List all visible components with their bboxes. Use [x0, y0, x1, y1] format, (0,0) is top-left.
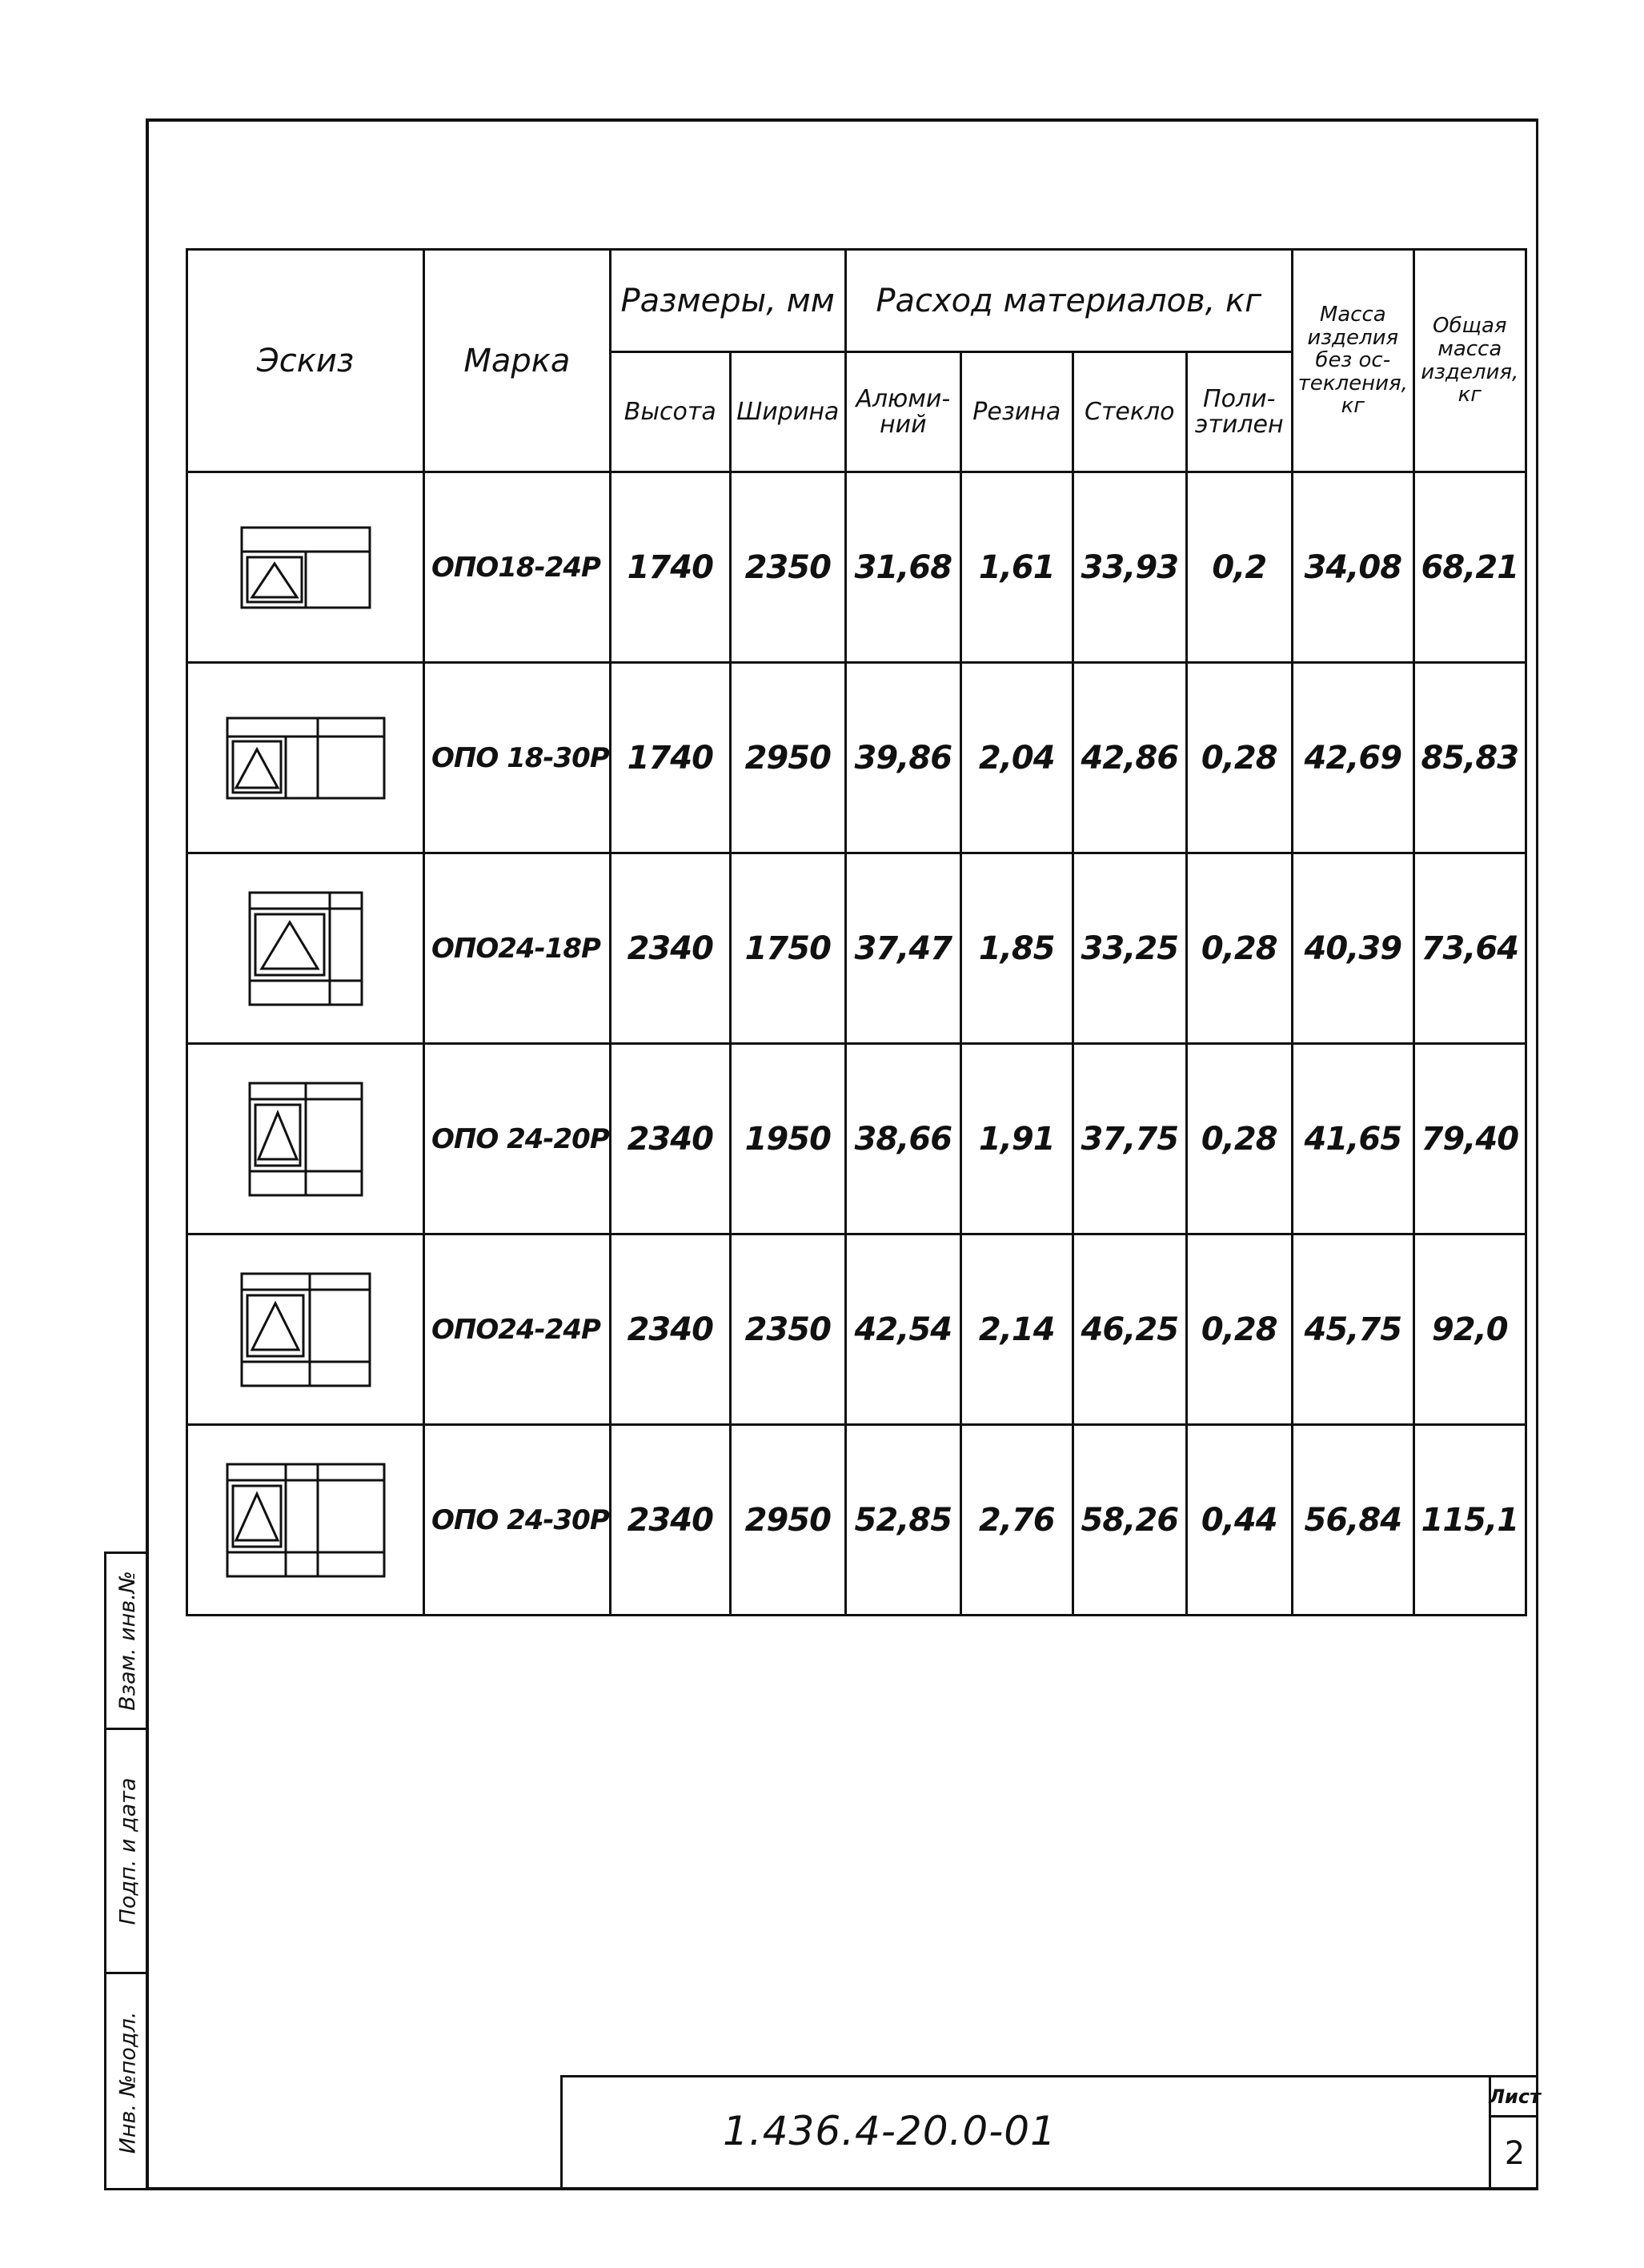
sketch-cell: [187, 853, 424, 1044]
mark-cell: ОПО18-24Р: [424, 472, 611, 663]
rubber-cell: 2,14: [960, 1234, 1073, 1425]
header-dimensions: Размеры, мм: [610, 250, 845, 352]
header-aluminum: Алюми-ний: [845, 352, 960, 472]
title-block: [560, 2075, 1541, 2190]
polyethylene-cell: 0,28: [1186, 853, 1292, 1044]
stamp-interchange-label: Взам. инв.№: [115, 1571, 140, 1711]
sketch-cell: [187, 1234, 424, 1425]
mark-cell: ОПО 24-30Р: [424, 1425, 611, 1616]
total-mass-cell: 79,40: [1413, 1044, 1526, 1234]
glass-cell: 37,75: [1073, 1044, 1186, 1234]
header-materials: Расход материалов, кг: [845, 250, 1292, 352]
mark-cell: ОПО24-18Р: [424, 853, 611, 1044]
polyethylene-cell: 0,44: [1186, 1425, 1292, 1616]
polyethylene-cell: 0,28: [1186, 663, 1292, 853]
mass-no-glass-cell: 56,84: [1292, 1425, 1413, 1616]
mark-cell: ОПО24-24Р: [424, 1234, 611, 1425]
mark-cell: ОПО 18-30Р: [424, 663, 611, 853]
glass-cell: 33,93: [1073, 472, 1186, 663]
total-mass-cell: 92,0: [1413, 1234, 1526, 1425]
width-cell: 1950: [730, 1044, 845, 1234]
width-cell: 2350: [730, 472, 845, 663]
materials-table: [186, 248, 1527, 1616]
width-cell: 2950: [730, 663, 845, 853]
width-cell: 1750: [730, 853, 845, 1044]
header-total-mass: Общая масса изделия, кг: [1413, 250, 1526, 472]
aluminum-cell: 42,54: [845, 1234, 960, 1425]
header-polyethylene: Поли-этилен: [1186, 352, 1292, 472]
sketch-cell: [187, 472, 424, 663]
window-sketch-icon: [223, 714, 388, 802]
mark-cell: ОПО 24-20Р: [424, 1044, 611, 1234]
stamp-interchange-cell: [106, 1554, 149, 1730]
stamp-original-label: Инв. №подл.: [115, 2011, 141, 2154]
height-cell: 2340: [610, 1234, 730, 1425]
rubber-cell: 1,91: [960, 1044, 1073, 1234]
header-rubber: Резина: [960, 352, 1073, 472]
height-cell: 2340: [610, 853, 730, 1044]
sketch-cell: [187, 1425, 424, 1616]
glass-cell: 42,86: [1073, 663, 1186, 853]
rubber-cell: 2,04: [960, 663, 1073, 853]
stamp-original-cell: [106, 1974, 149, 2190]
aluminum-cell: 39,86: [845, 663, 960, 853]
sketch-cell: [187, 663, 424, 853]
aluminum-cell: 38,66: [845, 1044, 960, 1234]
document-designation: 1.436.4-20.0-01: [723, 2108, 1057, 2154]
table-row: [187, 1425, 1526, 1616]
header-mark: Марка: [424, 250, 611, 472]
table-row: [187, 472, 1526, 663]
table-row: [187, 1234, 1526, 1425]
stamp-signature-label: Подп. и дата: [115, 1777, 140, 1925]
total-mass-cell: 73,64: [1413, 853, 1526, 1044]
mass-no-glass-cell: 40,39: [1292, 853, 1413, 1044]
sheet-number: 2: [1504, 2135, 1526, 2172]
header-width: Ширина: [730, 352, 845, 472]
polyethylene-cell: 0,28: [1186, 1234, 1292, 1425]
mass-no-glass-cell: 41,65: [1292, 1044, 1413, 1234]
mass-no-glass-cell: 42,69: [1292, 663, 1413, 853]
height-cell: 1740: [610, 663, 730, 853]
table-row: [187, 853, 1526, 1044]
mass-no-glass-cell: 34,08: [1292, 472, 1413, 663]
sheet-label: Лист: [1491, 2077, 1538, 2117]
window-sketch-icon: [223, 1460, 388, 1580]
rubber-cell: 1,85: [960, 853, 1073, 1044]
sheet-box: [1489, 2077, 1541, 2190]
height-cell: 2340: [610, 1425, 730, 1616]
window-sketch-icon: [246, 1079, 366, 1199]
rubber-cell: 2,76: [960, 1425, 1073, 1616]
aluminum-cell: 37,47: [845, 853, 960, 1044]
header-glass: Стекло: [1073, 352, 1186, 472]
glass-cell: 58,26: [1073, 1425, 1186, 1616]
total-mass-cell: 68,21: [1413, 472, 1526, 663]
window-sketch-icon: [238, 1270, 374, 1390]
mass-no-glass-cell: 45,75: [1292, 1234, 1413, 1425]
width-cell: 2350: [730, 1234, 845, 1425]
header-mass-no-glass: Масса изделия без ос-текления, кг: [1292, 250, 1413, 472]
header-sketch: Эскиз: [187, 250, 424, 472]
height-cell: 1740: [610, 472, 730, 663]
width-cell: 2950: [730, 1425, 845, 1616]
rubber-cell: 1,61: [960, 472, 1073, 663]
header-height: Высота: [610, 352, 730, 472]
sketch-cell: [187, 1044, 424, 1234]
glass-cell: 33,25: [1073, 853, 1186, 1044]
polyethylene-cell: 0,28: [1186, 1044, 1292, 1234]
aluminum-cell: 31,68: [845, 472, 960, 663]
table-row: [187, 1044, 1526, 1234]
height-cell: 2340: [610, 1044, 730, 1234]
window-sketch-icon: [246, 889, 366, 1009]
table-row: [187, 663, 1526, 853]
aluminum-cell: 52,85: [845, 1425, 960, 1616]
stamp-signature-cell: [106, 1730, 149, 1974]
polyethylene-cell: 0,2: [1186, 472, 1292, 663]
margin-stamp: [104, 1551, 149, 2190]
total-mass-cell: 85,83: [1413, 663, 1526, 853]
window-sketch-icon: [238, 524, 374, 612]
total-mass-cell: 115,1: [1413, 1425, 1526, 1616]
glass-cell: 46,25: [1073, 1234, 1186, 1425]
